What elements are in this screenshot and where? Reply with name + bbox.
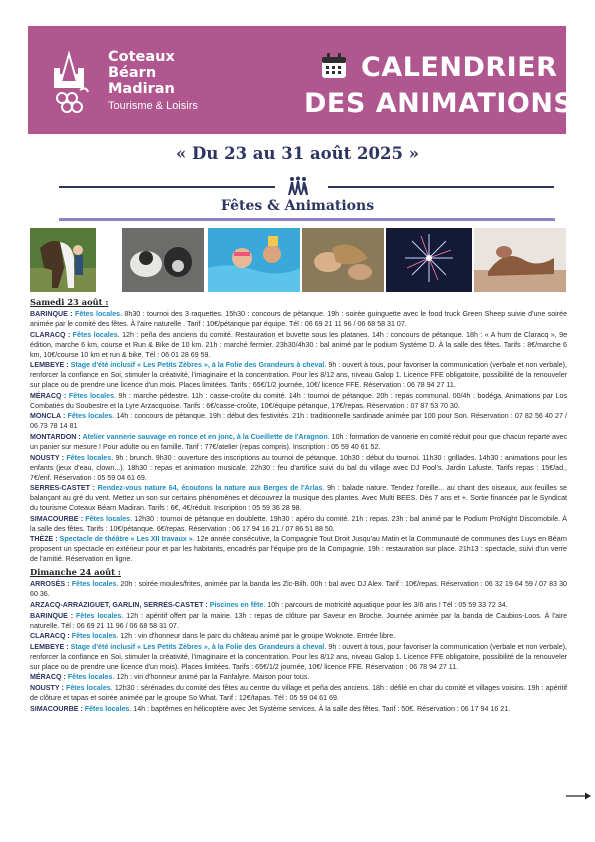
event-details: . 12e année consécutive, la Compagnie Tout Droit Jusqu'au Matin et la Communauté de communes des Luys en Béarn proposent un spectacle en extérieur pour et par les habitants, encadrés par l'équipe pro de la Compagnie. 19h : restauration sur place. 21h13 : spectacle, suivi d'un verre de l'amitié. Réservation en ligne. <box>30 535 567 564</box>
event-details: . 9h : ouvert à tous, pour favoriser la communication (verbale et non verbale), renforcer la confiance en Soi, stimuler la créativité, l'imaginaire et la concentration. Pour les 8/12 ans, niveau Galop 1. Licence FFE obligatoire, possibilité de la renouveler sur place ou de prendre une licence d'un mois. Places limitées. Tarifs : 65€/1/2 journée, 10€/ licence FFE. Réservation : 06 78 94 27 11. <box>30 361 567 390</box>
event-town: MÉRACQ : <box>30 673 68 682</box>
event-details: . 8h30 : tournoi des 3 raquettes. 15h30 : concours de pétanque. 19h : soirée guinguette avec le food truck Green Sheep suivie d'une soirée animée par le comité des fêtes. À l'aire naturelle . Tarif : 10€/pétanque par équipe. Tél : 06 69 21 11 96 / 06 68 58 31 07. <box>30 310 568 328</box>
event-entry <box>30 579 567 599</box>
brand-line-3: Madiran <box>108 81 175 97</box>
event-title: Fêtes locales <box>66 453 112 462</box>
event-title: Atelier vannerie sauvage en ronce et en jonc, à la Cueillette de l'Aragnon <box>82 432 328 441</box>
brand-name <box>108 49 198 112</box>
event-entry <box>30 391 567 411</box>
event-title: Fêtes locales <box>68 391 115 400</box>
section-title: Fêtes & Animations <box>220 198 375 214</box>
events-list <box>30 297 567 714</box>
event-town: MONTARDON : <box>30 432 83 441</box>
fireworks-photo <box>386 228 472 292</box>
event-title: Stage d'été inclusif « Les Petits Zèbres », à la Folie des Grandeurs à cheval <box>70 642 325 651</box>
event-details: . 9h : ouvert à tous, pour favoriser la communication (verbale et non verbale), renforcer la confiance en Soi, stimuler la créativité, l'imaginaire et la concentration. Pour les 8/12 ans, niveau Galop 1. Licence FFE obligatoire, possibilité de la renouveler sur place ou de prendre une licence d'un mois). Places limitées. Tarifs : 65€/1/2 journée, 10€/ licence FFE. Réservation : 06 78 94 27 11. <box>30 642 567 671</box>
event-details: . 14h : baptêmes en hélicoptère avec Jet Système services. À la salle des fêtes. Tarif : 50€. Réservation : 06 17 94 16 21. <box>129 704 511 713</box>
next-page-arrow-icon[interactable] <box>566 792 592 800</box>
event-town: SIMACOURBE : <box>30 514 86 523</box>
event-details: . 12h30 : tournoi de pétanque en doublette. 19h30 : apéro du comité. 21h : repas. 23h : bal animé par le Podium ProNight Discomobile. À la salle des fêtes. Tarifs : 10€/pétanque. 6€/repas. Réservation : 06 17 94 16 21 / 07 86 51 88 50. <box>30 514 567 533</box>
event-town: LEMBEYE : <box>30 361 71 370</box>
event-entry <box>30 600 567 610</box>
event-town: MÉRACQ : <box>30 391 69 400</box>
pool-kids-photo <box>208 228 300 292</box>
header-banner <box>28 26 574 134</box>
event-entry <box>30 683 567 703</box>
event-title: Fêtes locales <box>84 704 130 713</box>
event-title: Fêtes locales <box>75 310 121 318</box>
event-entry <box>30 704 567 714</box>
day-block <box>30 297 567 564</box>
event-title: Fêtes locales <box>71 632 117 641</box>
event-title: Fêtes locales <box>75 611 122 620</box>
event-town: BARINQUE : <box>30 310 76 318</box>
day-block <box>30 567 567 713</box>
page-title-line-1: CALENDRIER <box>361 52 558 83</box>
photo-strip <box>30 228 566 292</box>
event-details: . 12h : vin d'honneur animé par la Fanfalyre. Maison pour tous. <box>112 673 310 682</box>
brand-line-2: Béarn <box>108 65 157 81</box>
event-town: NOUSTY : <box>30 683 67 692</box>
event-details: . 20h : soirée moules/frites, animée par la banda les Zic-Bilh. 00h : bal avec DJ Alex. Tarif : 10€/repas. Réservation : 06 32 19 64 59 / 07 83 30 60 36. <box>30 580 567 599</box>
event-details: . 10h : parcours de motricité aquatique pour les 3/6 ans ! Tél : 05 59 33 72 34. <box>263 600 508 609</box>
dogs-photo <box>122 228 204 292</box>
brand-logo-icon <box>50 46 108 116</box>
event-details: . 10h : formation de vannerie en comité réduit pour que chacun reparte avec un panier sur mesure ! Pour adulte ou en famille. Tarif : 77€/atelier (repas compris). Inscription : 05 59 40 61 52. <box>30 432 568 451</box>
event-details: . 12h : vin d'honneur dans le parc du château animé par le groupe Woknote. Entrée libre. <box>116 632 396 641</box>
event-town: CLARACQ : <box>30 632 72 641</box>
event-entry <box>30 642 567 672</box>
event-title: Rendez-vous nature 64, écoutons la nature aux Berges de l'Arlas <box>97 484 323 493</box>
event-entry <box>30 360 567 390</box>
day-heading: Dimanche 24 août : <box>30 567 121 578</box>
event-entry <box>30 453 567 483</box>
event-details: . 12h30 : sérénades du comité des fêtes au centre du village et peña des anciens. 18h : défilé en char du comité et villages voisins. 19h : apéritif de clôture et tapas et soirée animée par le groupe So What. Tarif : 12€/tapas. Tél : 05 59 04 61 69. <box>30 683 567 702</box>
event-details: . 9h : marche pédestre. 11h : casse-croûte du comité. 14h : tournoi de pétanque. 20h : repas communal. 00/4h : bodéga. Animations par Los Combatiès du Soubestre et la Lyre Arzacquoise. Tarifs : 6€/casse-croûte, 10€/équipe pétanque, 17€/repas. Réservation : 07 87 53 70 30. <box>30 391 567 410</box>
event-details: . 12h : apéritif offert par la mairie. 13h : repas de clôture par Saveur en Broche. Journée animée par la banda de Caubios-Loos. À l'aire naturelle. Tél : 06 69 21 11 96 / 06 68 58 31 07. <box>30 611 568 630</box>
dancers-icon <box>287 176 309 196</box>
event-details: . 14h : concours de pétanque. 19h : début des festivités. 21h : traditionnelle sardinade animée par 100 pour Son. Réservation : 07 82 56 40 27 / 06 73 78 14 81 <box>30 412 567 431</box>
event-title: Fêtes locales <box>72 330 118 339</box>
event-town: ARZACQ-ARRAZIGUET, GARLIN, SERRES-CASTET : <box>30 600 210 609</box>
event-entry <box>30 631 567 641</box>
event-town: LEMBEYE : <box>30 642 71 651</box>
event-town: ARROSÈS : <box>30 580 72 589</box>
event-details: . 9h : brunch. 9h30 : ouverture des inscriptions au tournoi de pétanque. 10h30 : début du tournoi. 11h30 : grillades. 14h30 : animations pour les enfants (jeux d'eau, clown...). 18h30 : repas et animation musicale. 22h30 : feu d'artifice suivi du bal du village avec DJ Pool's. Jardin Lafuste. Tarifs repas : 15€/ad., 7€/enf. Réservation : 05 59 04 61 69. <box>30 453 567 482</box>
event-title: Fêtes locales <box>66 683 111 692</box>
date-range: « Du 23 au 31 août 2025 » <box>176 144 419 163</box>
event-entry <box>30 330 567 360</box>
event-title: Stage d'été inclusif « Les Petits Zèbres », à la Folie des Grandeurs à cheval <box>70 361 325 370</box>
event-town: SIMACOURBE : <box>30 704 85 713</box>
event-town: THÈZE : <box>30 535 60 544</box>
event-entry <box>30 411 567 431</box>
section-divider-left <box>59 186 275 188</box>
event-town: BARINQUE : <box>30 611 76 620</box>
brand-tagline: Tourisme & Loisirs <box>108 100 198 112</box>
event-title: Fêtes locales <box>67 412 113 421</box>
event-title: Fêtes locales <box>67 673 113 682</box>
pottery-photo <box>474 228 566 292</box>
day-heading: Samedi 23 août : <box>30 297 109 307</box>
craft-photo <box>302 228 384 292</box>
event-details: . 9h : balade nature. Tendez l'oreille... au chant des oiseaux, aux feuilles se balançant au gré du vent. Mettez un son sur certains phénomènes et découvrez la musique des plantes. Avec Multi BEES. Dès 7 ans et +. Sortie financée par le Syndicat du tourisme Coteaux Béarn Madiran. Tarifs : 6€, 4€/réduit. Inscription : 05 59 36 28 98. <box>30 484 568 513</box>
section-divider-right <box>328 186 554 188</box>
event-entry <box>30 672 567 682</box>
event-entry <box>30 611 567 631</box>
brand-line-1: Coteaux <box>108 49 175 65</box>
event-entry <box>30 432 567 452</box>
event-title: Spectacle de théâtre « Les XII travaux » <box>59 535 193 544</box>
section-underline <box>59 218 555 221</box>
event-entry <box>30 534 567 564</box>
event-town: NOUSTY : <box>30 453 67 462</box>
horse-photo <box>30 228 96 292</box>
event-entry <box>30 514 567 534</box>
event-town: MONCLA : <box>30 412 68 421</box>
event-title: Fêtes locales <box>71 580 117 589</box>
event-entry <box>30 483 567 513</box>
event-title: Piscines en fête <box>209 600 264 609</box>
page-title-line-2: DES ANIMATIONS <box>304 88 574 119</box>
event-town: SERRES-CASTET : <box>30 484 98 493</box>
event-details: . 12h : peña des anciens du comité. Restauration et buvette sous les platanes. 14h : concours de pétanque. 18h : « A hum de Claracq », 9e édition, marche 6 km, course et Run & Bike de 10 km. 21h : marché fermier. 23h30/4h30 : bal animé par le podium Système D. À la salle des fêtes. Tarifs : 8€/marche 6 km, 10€/course 10 km et run & bike. Tél : 06 01 28 69 59. <box>30 330 568 359</box>
event-entry <box>30 309 567 329</box>
calendar-icon <box>319 51 349 81</box>
event-title: Fêtes locales <box>85 514 131 523</box>
event-town: CLARACQ : <box>30 330 73 339</box>
